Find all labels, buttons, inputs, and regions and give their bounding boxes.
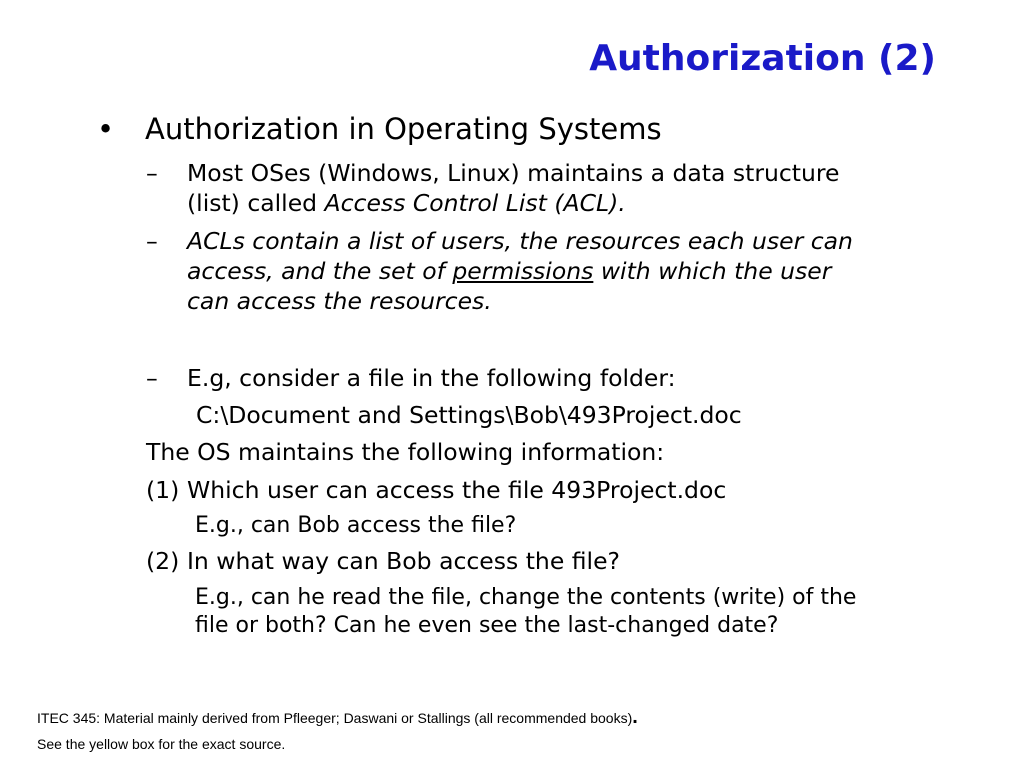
footer-source-note <box>37 706 638 729</box>
item-2-example-line1: E.g., can he read the file, change the contents (write) of the <box>195 585 857 610</box>
item-number-1: (1) <box>146 476 180 504</box>
slide-title: Authorization (2) <box>589 38 936 79</box>
item-1-example: E.g., can Bob access the file? <box>195 513 517 538</box>
sub-bullet-acls-line2 <box>187 257 831 285</box>
item-number-2: (2) <box>146 547 180 575</box>
acls-line2-suffix: with which the user <box>593 257 832 285</box>
os-info-text: The OS maintains the following information: <box>146 438 665 466</box>
footer-line1-period: . <box>632 706 638 728</box>
item-2-text: In what way can Bob access the file? <box>187 547 621 575</box>
acls-line2-prefix: access, and the set of <box>187 257 453 285</box>
sub-bullet-oses-line1: Most OSes (Windows, Linux) maintains a data structure <box>187 159 840 187</box>
bullet-text-authorization-os: Authorization in Operating Systems <box>145 112 662 146</box>
sub-bullet-acls-line1: ACLs contain a list of users, the resources each user can <box>187 227 853 255</box>
sub-bullet-marker: – <box>146 227 158 255</box>
sub-bullet-oses-line2 <box>187 189 626 217</box>
sub-bullet-marker: – <box>146 364 158 392</box>
permissions-term: permissions <box>452 257 594 285</box>
bullet-marker: • <box>97 112 115 146</box>
file-path: C:\Document and Settings\Bob\493Project.doc <box>196 401 742 429</box>
oses-line2-prefix: (list) called <box>187 189 325 217</box>
acl-term: Access Control List (ACL). <box>324 189 626 217</box>
sub-bullet-example-folder: E.g, consider a file in the following folder: <box>187 364 676 392</box>
sub-bullet-marker: – <box>146 159 158 187</box>
footer-yellow-box-note: See the yellow box for the exact source. <box>37 736 286 752</box>
item-2-example-line2: file or both? Can he even see the last-changed date? <box>195 613 779 638</box>
sub-bullet-acls-line3: can access the resources. <box>187 287 492 315</box>
footer-line1: ITEC 345: Material mainly derived from Pfleeger; Daswani or Stallings (all recommended books) <box>37 710 633 726</box>
item-1-text: Which user can access the file 493Project.doc <box>187 476 727 504</box>
